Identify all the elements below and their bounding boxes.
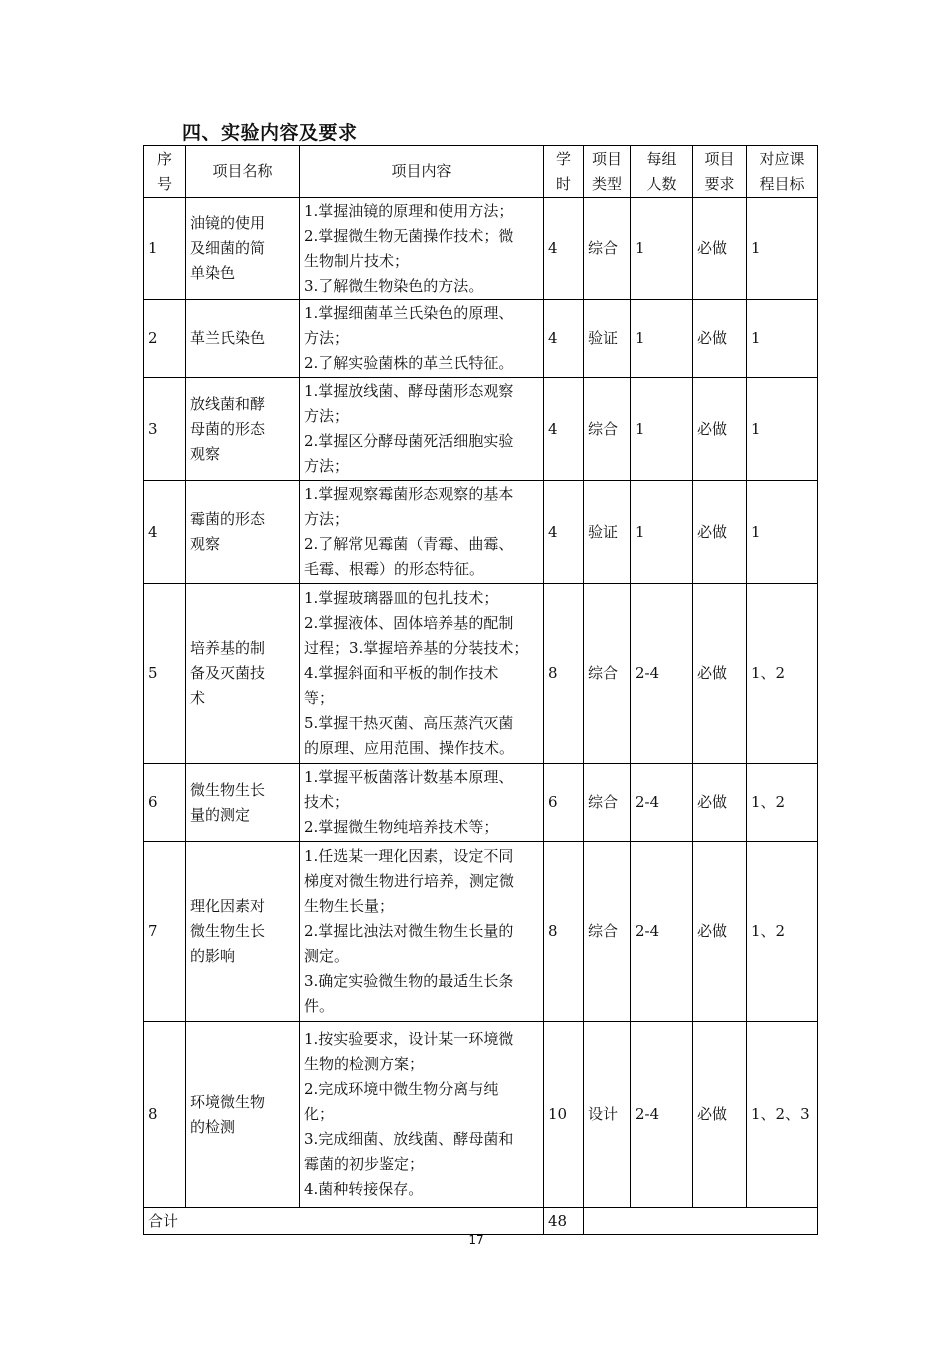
cell-line: 量的测定 [190,805,251,824]
cell-line: 1.掌握玻璃器皿的包扎技术； [304,589,499,607]
cell-requirement: 必做 [693,1022,747,1208]
cell-hours: 4 [544,198,584,300]
cell-project-name [186,378,300,481]
table-row [144,198,818,300]
cell-project-content [300,481,544,584]
header-group-size [631,146,693,198]
cell-line: 人数 [646,174,677,193]
cell-no: 3 [144,378,186,481]
cell-line: 测定。 [304,947,350,965]
cell-line: 项目名称 [212,162,273,180]
cell-line: 2.掌握比浊法对微生物生长量的 [304,922,514,940]
cell-hours: 4 [544,300,584,378]
cell-no: 4 [144,481,186,584]
cell-requirement: 必做 [693,764,747,842]
cell-project-content [300,842,544,1022]
cell-objective: 1、2、3 [747,1022,818,1208]
table-row [144,1022,818,1208]
cell-line: 生物的检测方案； [304,1055,425,1073]
cell-type: 综合 [584,198,631,300]
cell-line: 生物生长量； [304,897,395,915]
cell-line: 单染色 [190,264,236,282]
cell-objective: 1 [747,300,818,378]
cell-line: 1.掌握平板菌落计数基本原理、 [304,768,514,786]
cell-hours: 8 [544,584,584,764]
cell-requirement: 必做 [693,378,747,481]
header-name [186,146,300,198]
cell-project-content [300,584,544,764]
cell-line: 1.按实验要求，设计某一环境微 [304,1030,514,1048]
cell-line: 2.掌握区分酵母菌死活细胞实验 [304,432,514,450]
cell-line: 微生物生长 [190,922,266,940]
cell-line: 2.了解常见霉菌（青霉、曲霉、 [304,535,514,553]
cell-line: 2.掌握液体、固体培养基的配制 [304,614,514,632]
cell-line: 1.掌握放线菌、酵母菌形态观察 [304,382,514,400]
cell-project-content [300,1022,544,1208]
cell-objective: 1、2 [747,764,818,842]
cell-type: 综合 [584,764,631,842]
cell-project-name [186,300,300,378]
cell-line: 4.菌种转接保存。 [304,1180,424,1198]
cell-line: 观察 [190,444,221,463]
cell-no: 1 [144,198,186,300]
table-header-row [144,146,818,198]
cell-line: 件。 [304,997,335,1015]
cell-project-content [300,378,544,481]
table-row [144,481,818,584]
cell-line: 对应课 [759,149,805,168]
cell-project-content [300,300,544,378]
section-title: 四、实验内容及要求 [182,122,358,144]
cell-line: 2.了解实验菌株的革兰氏特征。 [304,354,514,372]
total-row [144,1208,818,1235]
cell-line: 学 [555,149,571,168]
cell-line: 类型 [591,174,622,193]
cell-hours: 4 [544,481,584,584]
total-empty [584,1208,818,1235]
cell-line: 观察 [190,535,221,553]
cell-line: 2.完成环境中微生物分离与纯 [304,1080,499,1098]
cell-group-size: 1 [631,378,693,481]
cell-line: 化； [304,1105,335,1123]
experiment-table [143,145,818,1235]
cell-group-size: 1 [631,198,693,300]
cell-line: 要求 [704,174,735,193]
cell-line: 项目内容 [391,162,452,180]
cell-type: 综合 [584,842,631,1022]
cell-requirement: 必做 [693,198,747,300]
cell-objective: 1 [747,378,818,481]
cell-line: 方法； [304,457,350,475]
cell-type: 设计 [584,1022,631,1208]
cell-group-size: 1 [631,300,693,378]
cell-line: 5.掌握干热灭菌、高压蒸汽灭菌 [304,714,514,732]
cell-group-size: 2-4 [631,1022,693,1208]
header-type [584,146,631,198]
cell-line: 2.掌握微生物纯培养技术等； [304,818,499,836]
table-row [144,584,818,764]
cell-requirement: 必做 [693,584,747,764]
cell-line: 霉菌的初步鉴定； [304,1155,425,1173]
cell-type: 综合 [584,584,631,764]
page-number: 17 [468,1233,484,1247]
table-body [144,198,818,1235]
cell-line: 备及灭菌技 [190,664,266,682]
cell-objective: 1、2 [747,842,818,1022]
cell-line: 4.掌握斜面和平板的制作技术 [304,664,499,682]
cell-line: 理化因素对 [190,897,266,915]
cell-project-content [300,198,544,300]
cell-line: 术 [190,689,206,707]
cell-line: 1.任选某一理化因素，设定不同 [304,847,514,865]
cell-line: 等； [304,689,335,707]
table-row [144,764,818,842]
cell-line: 生物制片技术； [304,251,410,270]
cell-line: 革兰氏染色 [190,329,266,347]
cell-line: 毛霉、根霉）的形态特征。 [304,560,485,578]
cell-line: 3.确定实验微生物的最适生长条 [304,972,514,990]
cell-group-size: 2-4 [631,764,693,842]
total-hours: 48 [544,1208,584,1235]
cell-no: 8 [144,1022,186,1208]
cell-type: 验证 [584,300,631,378]
cell-objective: 1、2 [747,584,818,764]
cell-line: 霉菌的形态 [190,510,266,528]
cell-line: 放线菌和酵 [190,394,266,413]
cell-project-name [186,584,300,764]
cell-line: 培养基的制 [190,639,266,657]
cell-project-name [186,764,300,842]
cell-project-name [186,198,300,300]
cell-line: 3.了解微生物染色的方法。 [304,276,484,295]
cell-line: 3.完成细菌、放线菌、酵母菌和 [304,1130,514,1148]
cell-line: 1.掌握油镜的原理和使用方法； [304,201,514,220]
cell-line: 过程；3.掌握培养基的分装技术； [304,639,529,657]
header-hours [544,146,584,198]
cell-hours: 8 [544,842,584,1022]
cell-project-name [186,1022,300,1208]
cell-line: 梯度对微生物进行培养，测定微 [304,872,515,890]
cell-line: 1.掌握观察霉菌形态观察的基本 [304,485,514,503]
cell-group-size: 2-4 [631,584,693,764]
header-content [300,146,544,198]
cell-requirement: 必做 [693,842,747,1022]
cell-project-name [186,842,300,1022]
cell-no: 6 [144,764,186,842]
cell-line: 的原理、应用范围、操作技术。 [304,739,515,757]
cell-line: 每组 [646,149,677,168]
header-objective [747,146,818,198]
cell-line: 的检测 [190,1117,236,1136]
cell-no: 5 [144,584,186,764]
cell-line: 程目标 [759,174,805,193]
cell-no: 7 [144,842,186,1022]
cell-line: 2.掌握微生物无菌操作技术；微 [304,226,514,245]
header-no [144,146,186,198]
cell-line: 技术； [304,793,350,811]
cell-group-size: 1 [631,481,693,584]
cell-line: 方法； [304,510,350,528]
cell-objective: 1 [747,481,818,584]
cell-requirement: 必做 [693,300,747,378]
table-row [144,842,818,1022]
cell-requirement: 必做 [693,481,747,584]
cell-line: 序 [156,149,172,168]
cell-no: 2 [144,300,186,378]
table-row [144,378,818,481]
cell-line: 1.掌握细菌革兰氏染色的原理、 [304,304,514,322]
cell-line: 项目 [704,149,735,168]
cell-line: 方法； [304,329,350,347]
cell-line: 时 [555,174,571,193]
cell-line: 母菌的形态 [190,419,266,438]
total-label: 合计 [144,1208,544,1235]
cell-line: 的影响 [190,947,236,965]
cell-group-size: 2-4 [631,842,693,1022]
cell-line: 及细菌的简 [190,239,266,257]
cell-type: 验证 [584,481,631,584]
cell-objective: 1 [747,198,818,300]
cell-project-name [186,481,300,584]
table-row [144,300,818,378]
cell-line: 号 [156,174,172,193]
cell-line: 环境微生物 [190,1092,266,1111]
cell-hours: 6 [544,764,584,842]
header-requirement [693,146,747,198]
cell-hours: 4 [544,378,584,481]
cell-project-content [300,764,544,842]
cell-line: 油镜的使用 [190,214,266,232]
cell-line: 方法； [304,407,350,425]
cell-hours: 10 [544,1022,584,1208]
cell-line: 项目 [591,149,622,168]
cell-line: 微生物生长 [190,780,266,799]
cell-type: 综合 [584,378,631,481]
